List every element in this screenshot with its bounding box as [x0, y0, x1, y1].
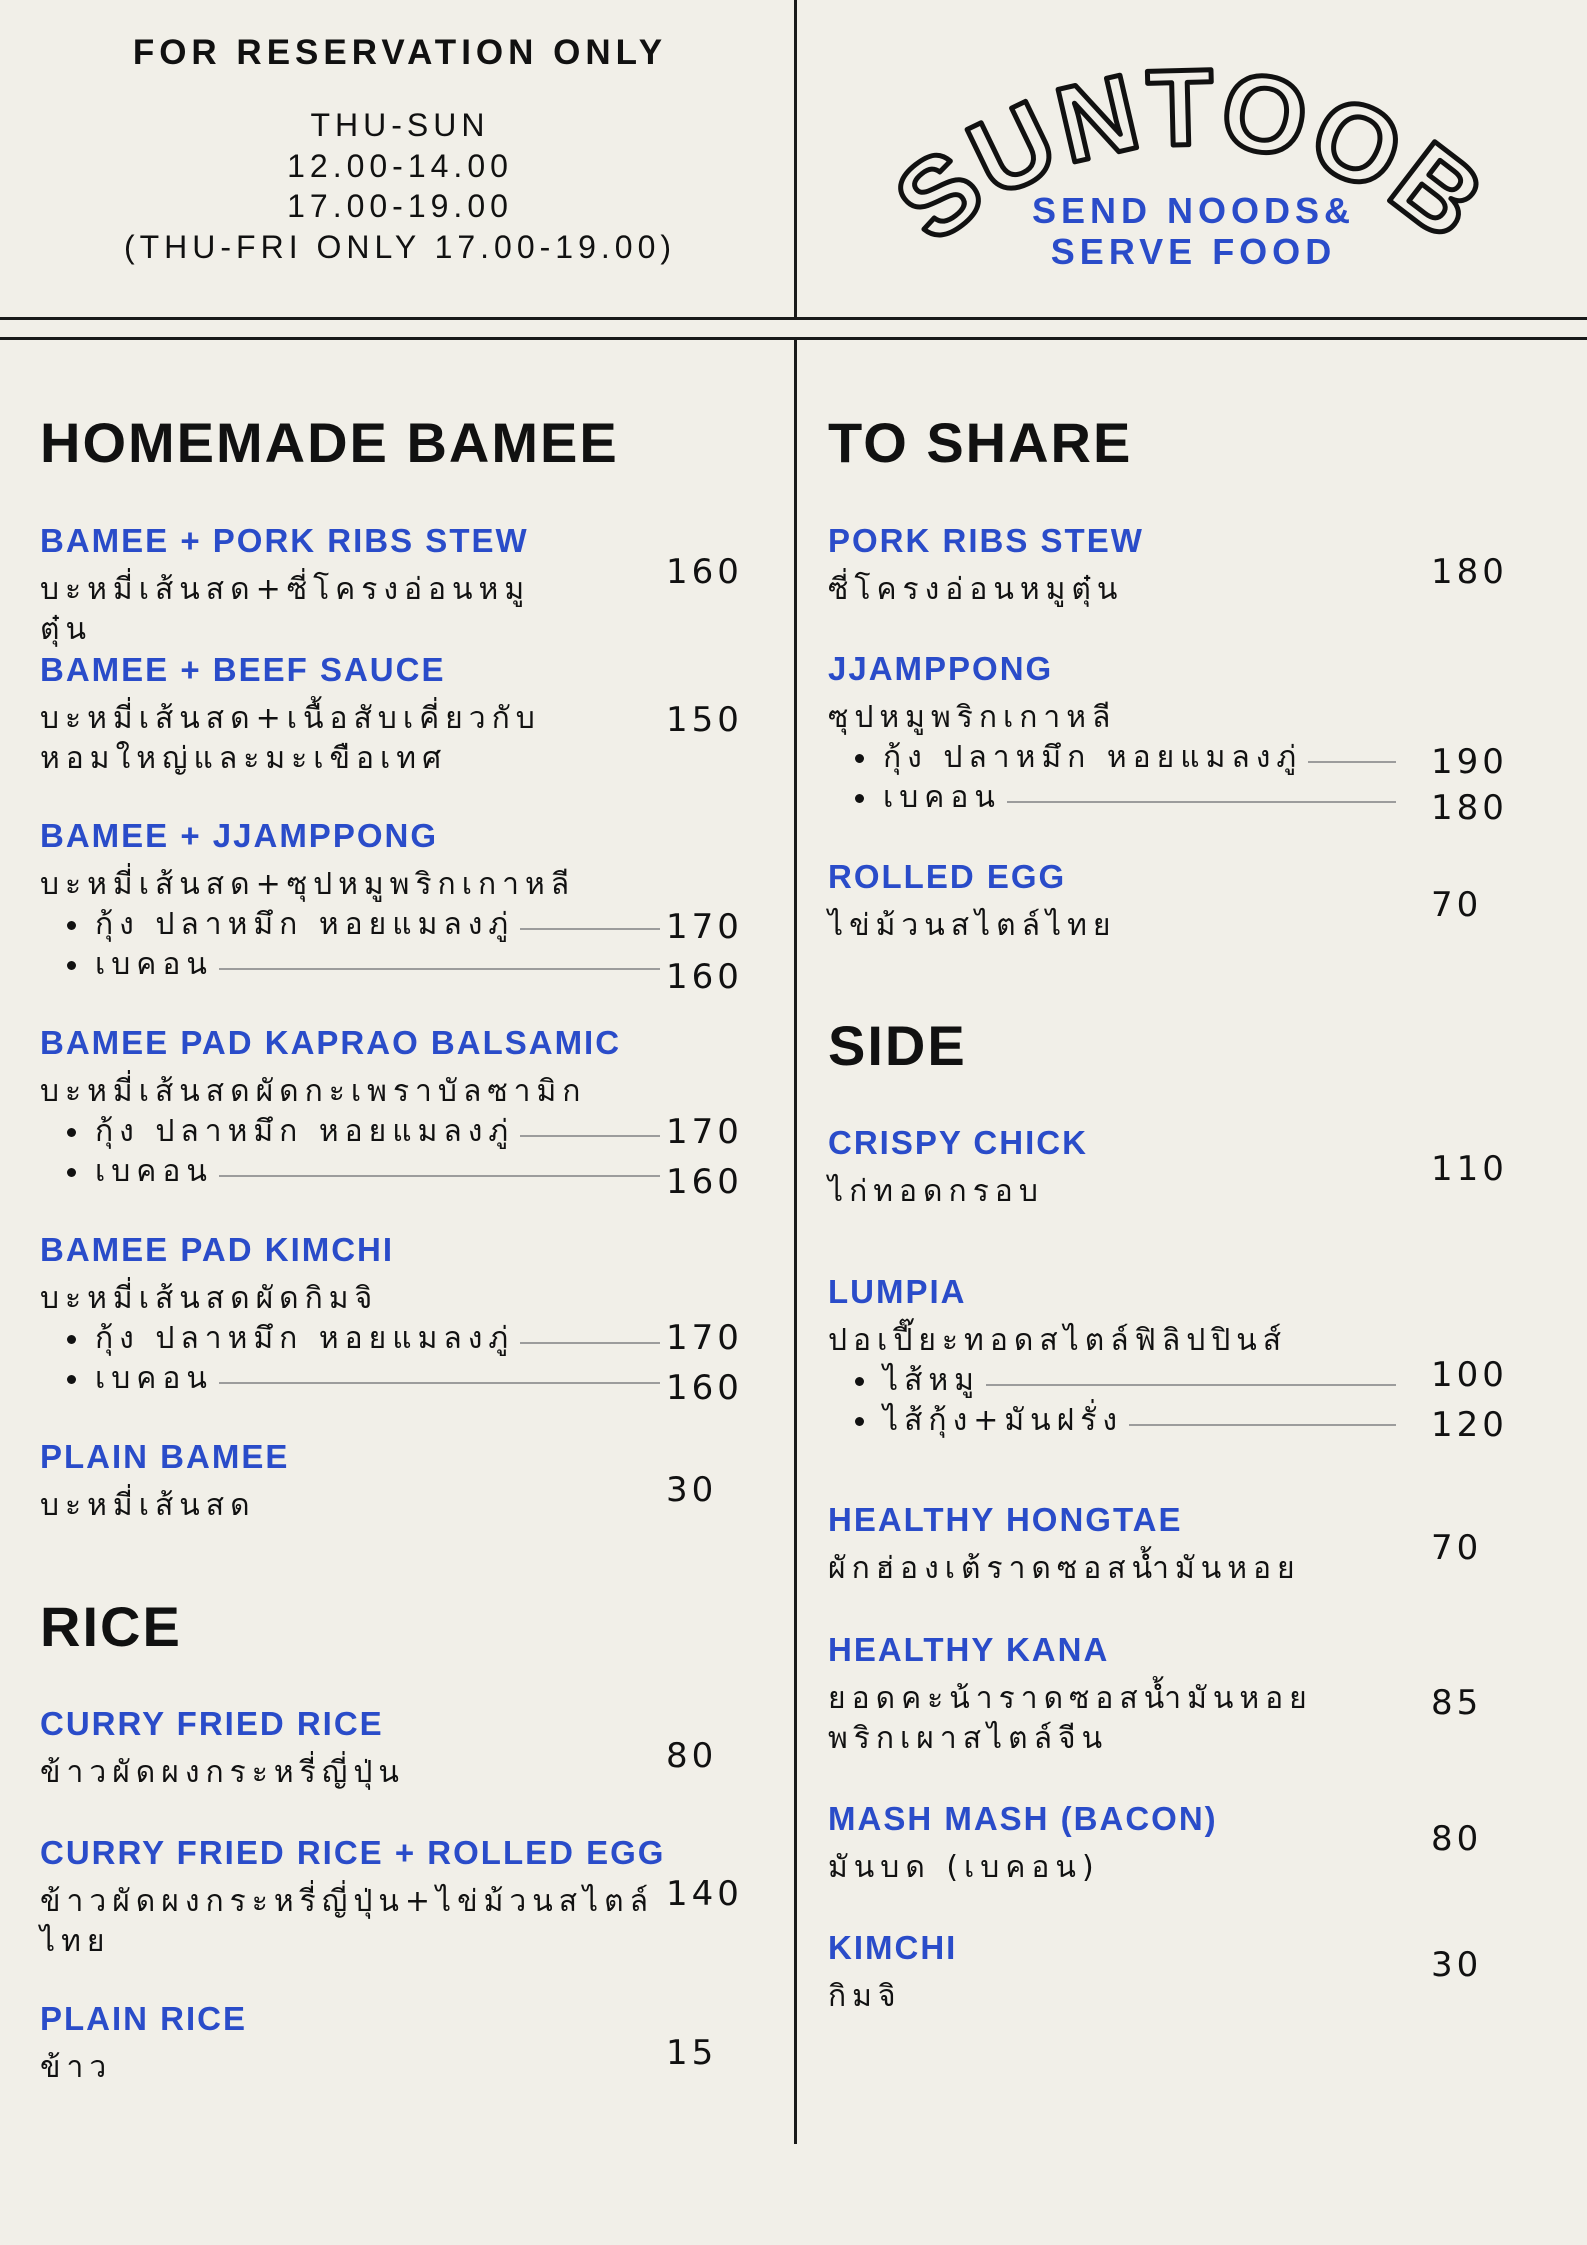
- item-description: กิมจิ: [828, 1979, 902, 2014]
- item-description: ตุ๋น: [40, 612, 92, 647]
- item-name: BAMEE + JJAMPPONG: [40, 817, 438, 854]
- option-price: 160: [666, 1368, 743, 1408]
- item-name: BAMEE PAD KAPRAO BALSAMIC: [40, 1024, 622, 1061]
- item-description: ปอเปี๊ยะทอดสไตล์ฟิลิปปินส์: [828, 1323, 1288, 1358]
- item-name: PORK RIBS STEW: [828, 522, 1144, 559]
- item-price: 140: [666, 1874, 743, 1914]
- menu-item: [40, 1230, 660, 1399]
- item-description: บะหมี่เส้นสด: [40, 1488, 256, 1523]
- leader-line: [219, 968, 660, 970]
- option-label: ไส้กุ้ง+มันฝรั่ง: [883, 1403, 1123, 1438]
- item-option: [40, 945, 660, 985]
- hours-line: THU-SUN: [310, 107, 490, 143]
- item-option: [828, 1361, 1396, 1401]
- item-price: 80: [1431, 1819, 1483, 1859]
- section-title-side: SIDE: [828, 1014, 967, 1077]
- item-description: ไก่ทอดกรอบ: [828, 1174, 1044, 1209]
- item-price: 160: [666, 552, 743, 592]
- item-name: PLAIN BAMEE: [40, 1438, 290, 1475]
- bullet-icon: [855, 1417, 864, 1426]
- option-label: เบคอน: [883, 780, 1001, 815]
- menu-item: [40, 1704, 660, 1793]
- option-price: 170: [666, 1318, 743, 1358]
- item-description: พริกเผาสไตล์จีน: [828, 1721, 1109, 1756]
- reservation-title: FOR RESERVATION ONLY: [132, 33, 668, 72]
- option-price: 160: [666, 1162, 743, 1202]
- leader-line: [1129, 1424, 1396, 1426]
- menu-item: [40, 816, 660, 985]
- leader-line: [520, 928, 660, 930]
- item-description: บะหมี่เส้นสด+เนื้อสับเคี่ยวกับ: [40, 701, 541, 736]
- option-label: เบคอน: [95, 1361, 213, 1396]
- menu-item: [40, 1023, 660, 1192]
- option-label: ไส้หมู: [883, 1363, 980, 1398]
- leader-line: [219, 1382, 660, 1384]
- item-name: HEALTHY HONGTAE: [828, 1501, 1183, 1538]
- option-price: 120: [1431, 1405, 1508, 1445]
- menu-item: [40, 1833, 666, 1962]
- option-label: กุ้ง ปลาหมึก หอยแมลงภู่: [95, 1321, 515, 1356]
- item-description: ข้าวผัดผงกระหรี่ญี่ปุ่น+ไข่ม้วนสไตล์: [40, 1884, 655, 1919]
- item-name: CRISPY CHICK: [828, 1124, 1088, 1161]
- option-label: กุ้ง ปลาหมึก หอยแมลงภู่: [95, 907, 515, 942]
- item-name: MASH MASH (BACON): [828, 1800, 1218, 1837]
- menu-item: [40, 1999, 660, 2088]
- item-description: ซี่โครงอ่อนหมูตุ๋น: [828, 572, 1124, 607]
- menu-item: [828, 1500, 1396, 1589]
- menu-item: [40, 1437, 660, 1526]
- item-price: 70: [1431, 885, 1483, 925]
- menu-item: [40, 521, 660, 650]
- item-option: [40, 1319, 660, 1359]
- bullet-icon: [67, 921, 76, 930]
- item-option: [828, 738, 1396, 778]
- item-description: มันบด (เบคอน): [828, 1850, 1100, 1885]
- option-label: เบคอน: [95, 1154, 213, 1189]
- item-option: [828, 1401, 1396, 1441]
- item-option: [40, 1112, 660, 1152]
- item-option: [40, 1152, 660, 1192]
- bullet-icon: [67, 1375, 76, 1384]
- item-price: 30: [1431, 1945, 1483, 1985]
- item-price: 80: [666, 1736, 718, 1776]
- menu-item: [828, 1630, 1396, 1759]
- item-name: BAMEE PAD KIMCHI: [40, 1231, 395, 1268]
- option-price: 100: [1431, 1355, 1508, 1395]
- item-price: 85: [1431, 1683, 1483, 1723]
- opening-hours: [0, 105, 795, 267]
- item-description: บะหมี่เส้นสด+ซุปหมูพริกเกาหลี: [40, 867, 576, 902]
- hours-line: (THU-FRI ONLY 17.00-19.00): [123, 228, 677, 265]
- item-price: 15: [666, 2033, 718, 2073]
- item-description: บะหมี่เส้นสดผัดกะเพราบัลซามิก: [40, 1074, 587, 1109]
- item-description: ซุปหมูพริกเกาหลี: [828, 700, 1117, 735]
- option-price: 170: [666, 1112, 743, 1152]
- bullet-icon: [67, 1168, 76, 1177]
- section-title-to-share: TO SHARE: [828, 411, 1133, 474]
- option-price: 180: [1431, 788, 1508, 828]
- leader-line: [1308, 761, 1396, 763]
- option-label: กุ้ง ปลาหมึก หอยแมลงภู่: [883, 740, 1303, 775]
- menu-item: [828, 521, 1396, 610]
- leader-line: [219, 1175, 660, 1177]
- menu-item: [828, 1799, 1396, 1888]
- bullet-icon: [67, 1128, 76, 1137]
- bullet-icon: [855, 754, 864, 763]
- item-name: CURRY FRIED RICE + ROLLED EGG: [40, 1834, 666, 1871]
- option-label: เบคอน: [95, 947, 213, 982]
- section-title-homemade-bamee: HOMEMADE BAMEE: [40, 411, 619, 474]
- bullet-icon: [855, 1377, 864, 1386]
- item-price: 110: [1431, 1149, 1508, 1189]
- menu-item: [828, 649, 1396, 818]
- hours-line: 17.00-19.00: [287, 188, 513, 224]
- item-option: [40, 1359, 660, 1399]
- item-name: ROLLED EGG: [828, 858, 1067, 895]
- option-price: 160: [666, 957, 743, 997]
- menu-item: [828, 1928, 1396, 2017]
- item-description: ไข่ม้วนสไตล์ไทย: [828, 908, 1117, 943]
- menu-item: [40, 650, 660, 779]
- item-price: 30: [666, 1470, 718, 1510]
- item-description: บะหมี่เส้นสด+ซี่โครงอ่อนหมู: [40, 572, 531, 607]
- hours-line: 12.00-14.00: [287, 147, 513, 184]
- leader-line: [520, 1342, 660, 1344]
- leader-line: [1007, 801, 1396, 803]
- bullet-icon: [67, 1335, 76, 1344]
- item-option: [40, 905, 660, 945]
- item-description: ข้าวผัดผงกระหรี่ญี่ปุ่น: [40, 1755, 405, 1790]
- item-price: 180: [1431, 552, 1508, 592]
- brand-tagline: [795, 190, 1587, 272]
- item-name: JJAMPPONG: [828, 650, 1054, 687]
- item-name: HEALTHY KANA: [828, 1631, 1110, 1668]
- menu-item: [828, 857, 1396, 946]
- menu-item: [828, 1123, 1396, 1212]
- item-option: [828, 778, 1396, 818]
- tagline-line: SERVE FOOD: [1050, 231, 1337, 272]
- item-name: KIMCHI: [828, 1929, 958, 1966]
- item-price: 150: [666, 700, 743, 740]
- menu-column-divider: [794, 338, 797, 2144]
- item-name: CURRY FRIED RICE: [40, 1705, 384, 1742]
- item-name: LUMPIA: [828, 1273, 967, 1310]
- item-description: ยอดคะน้าราดซอสน้ำมันหอย: [828, 1681, 1313, 1716]
- leader-line: [520, 1135, 660, 1137]
- menu-item: [828, 1272, 1396, 1441]
- item-description: บะหมี่เส้นสดผัดกิมจิ: [40, 1281, 379, 1316]
- item-description: ผักฮ่องเต้ราดซอสน้ำมันหอย: [828, 1551, 1301, 1586]
- section-title-rice: RICE: [40, 1595, 182, 1658]
- item-name: BAMEE + BEEF SAUCE: [40, 651, 446, 688]
- bullet-icon: [855, 794, 864, 803]
- item-description: ไทย: [40, 1924, 111, 1959]
- logo-wordmark-text: SUNTOOB: [873, 46, 1509, 265]
- option-price: 170: [666, 907, 743, 947]
- item-price: 70: [1431, 1528, 1483, 1568]
- item-name: PLAIN RICE: [40, 2000, 248, 2037]
- item-description: หอมใหญ่และมะเขือเทศ: [40, 741, 448, 776]
- leader-line: [986, 1384, 1396, 1386]
- item-name: BAMEE + PORK RIBS STEW: [40, 522, 529, 559]
- option-label: กุ้ง ปลาหมึก หอยแมลงภู่: [95, 1114, 515, 1149]
- bullet-icon: [67, 961, 76, 970]
- item-description: ข้าว: [40, 2050, 113, 2085]
- option-price: 190: [1431, 742, 1508, 782]
- tagline-line: SEND NOODS&: [1031, 190, 1356, 231]
